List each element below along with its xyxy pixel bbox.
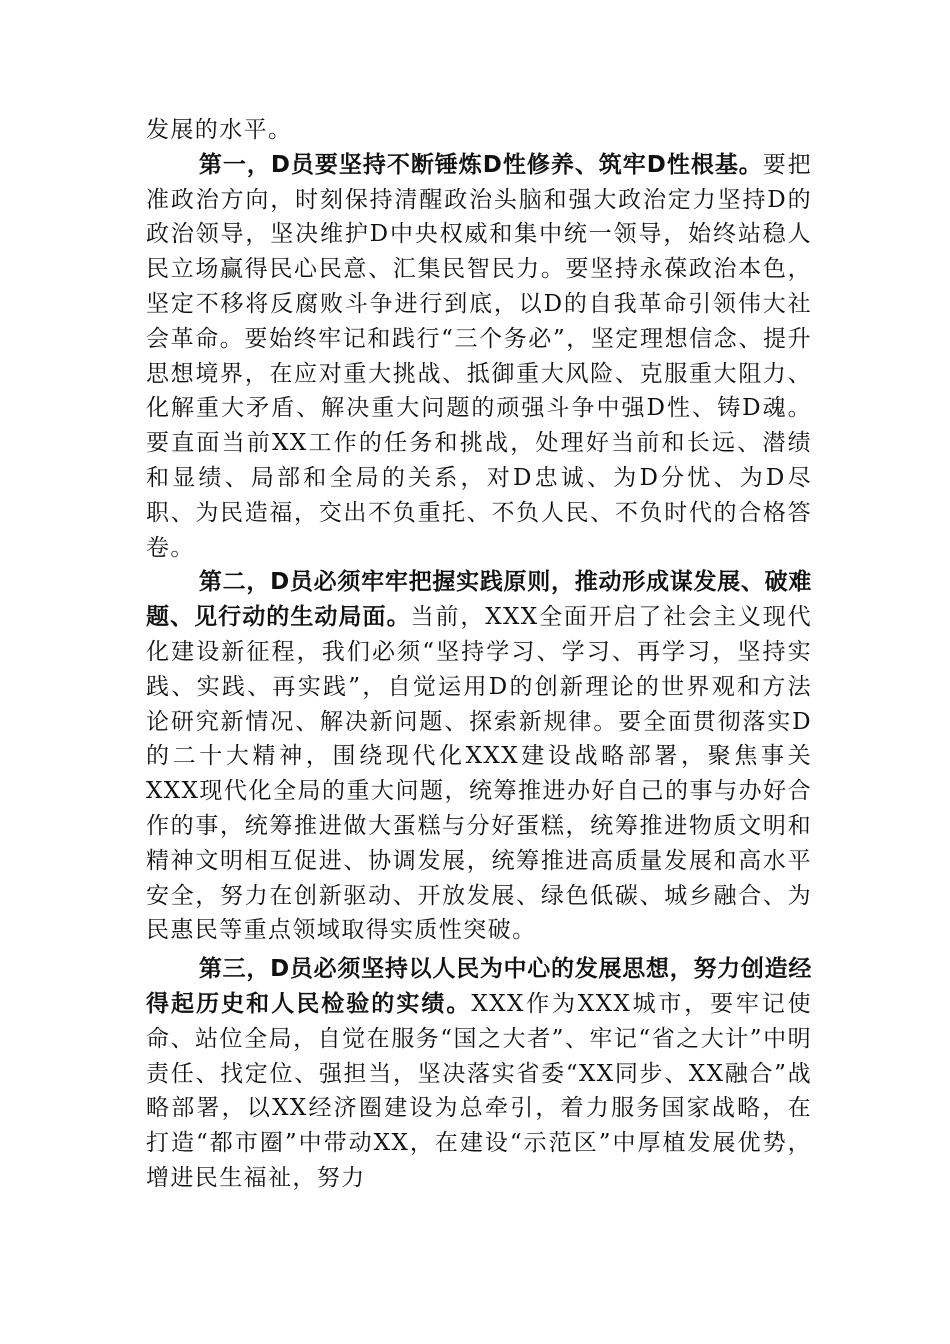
section-2-heading: 第二，D员必须牢牢把握实践原则，推动形成谋发展、破难题、见行动的生动局面。 — [146, 569, 812, 631]
document-page — [146, 113, 812, 1196]
section-3-paragraph — [146, 952, 812, 1196]
section-1-paragraph — [146, 148, 812, 566]
intro-fragment: 发展的水平。 — [146, 117, 293, 143]
section-3-heading: 第三，D员必须坚持以人民为中心的发展思想，努力创造经得起历史和人民检验的实绩。 — [146, 956, 812, 1017]
section-2-paragraph — [146, 565, 812, 948]
section-1-heading: 第一，D员要坚持不断锤炼D性修养、筑牢D性根基。 — [198, 151, 763, 178]
section-3-body: XXX作为XXX城市，要牢记使命、站位全局，自觉在服务“国之大者”、牢记“省之大计”中明责任、找定位、强担当，坚决落实省委“XX同步、XX融合”战略部署，以XX经济圈建设为总牵引，着力服务国家战略，在打造“都市圈”中带动XX，在建设“示范区”中厚植发展优势，增进民生福祉，努力 — [146, 990, 812, 1191]
section-2-body: 当前，XXX全面开启了社会主义现代化建设新征程，我们必须“坚持学习、学习、再学习，坚持实践、实践、再实践”，自觉运用D的创新理论的世界观和方法论研究新情况、解决新问题、探索新规律。要全面贯彻落实D的二十大精神，围绕现代化XXX建设战略部署，聚焦事关XXX现代化全局的重大问题，统筹推进办好自己的事与办好合作的事，统筹推进做大蛋糕与分好蛋糕，统筹推进物质文明和精神文明相互促进、协调发展，统筹推进高质量发展和高水平安全，努力在创新驱动、开放发展、绿色低碳、城乡融合、为民惠民等重点领域取得实质性突破。 — [146, 604, 812, 944]
section-1-body: 要把准政治方向，时刻保持清醒政治头脑和强大政治定力坚持D的政治领导，坚决维护D中央权威和集中统一领导，始终站稳人民立场赢得民心民意、汇集民智民力。要坚持永葆政治本色，坚定不移将反腐败斗争进行到底，以D的自我革命引领伟大社会革命。要始终牢记和践行“三个务必”，坚定理想信念、提升思想境界，在应对重大挑战、抵御重大风险、克服重大阻力、化解重大矛盾、解决重大问题的顽强斗争中强D性、铸D魂。要直面当前XX工作的任务和挑战，处理好当前和长远、潜绩和显绩、局部和全局的关系，对D忠诚、为D分忧、为D尽职、为民造福，交出不负重托、不负人民、不负时代的合格答卷。 — [146, 151, 812, 561]
